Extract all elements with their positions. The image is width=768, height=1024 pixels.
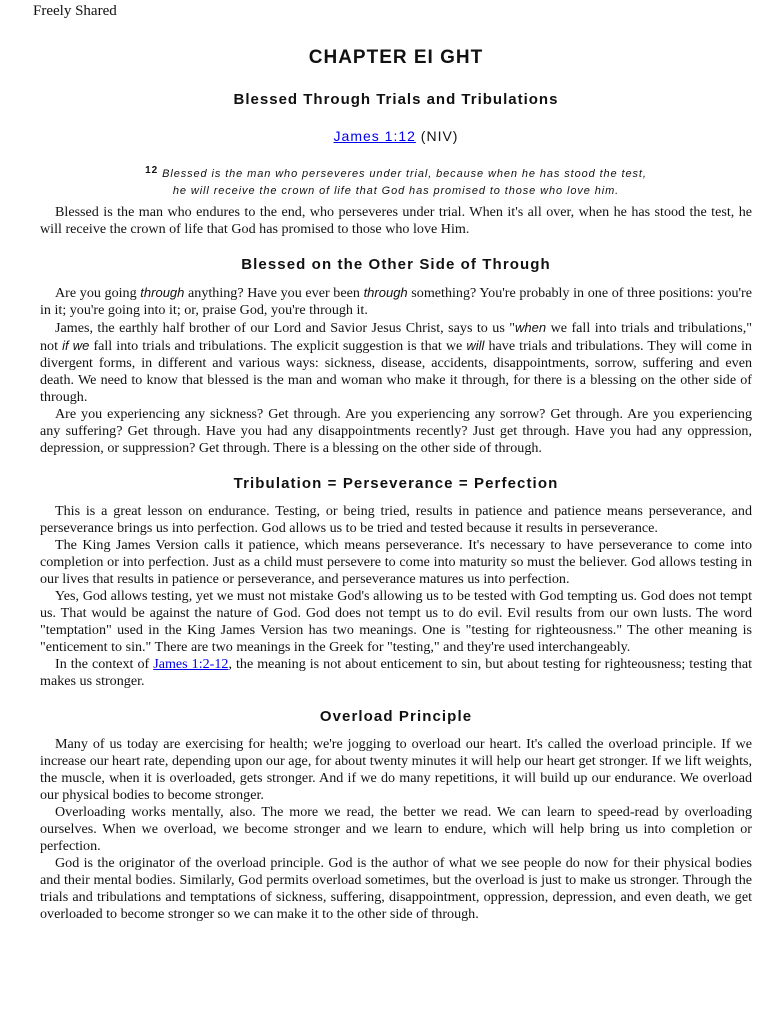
james-passage-link[interactable]: James 1:2-12 (153, 656, 229, 672)
section-heading-through: Blessed on the Other Side of Through (241, 256, 551, 273)
paragraph-through-3: Are you experiencing any sickness? Get through. Are you experiencing any sorrow? Get through. Are you experiencing any suffering? Get through. Have you had any disappointments recently? Just get through. Have you had any oppression, depression, or suppression? Get through. There is a blessing on the other side of through. (40, 406, 752, 456)
paragraph-overload-2: Overloading works mentally, also. The more we read, the better we read. We can learn to speed-read by overloading ourselves. When we overload, we become stronger and we learn to endure, which will help bring us into completion or perfection. (40, 804, 752, 854)
page-content (40, 46, 752, 923)
running-header: Freely Shared (33, 3, 117, 19)
verse-line-2: he will receive the crown of life that God has promised to those who love him. (172, 185, 620, 197)
paragraph-overload-1: Many of us today are exercising for health; we're jogging to overload our heart. It's called the overload principle. If we increase our heart rate, depending upon our age, for about twenty minutes it will help our heart get stronger. If we lift weights, the muscle, when it is overloaded, gets stronger. And if we do many repetitions, it will build up our endurance. We overload our physical bodies to become stronger. (40, 736, 752, 803)
verse-text-1: Blessed is the man who perseveres under trial, because when he has stood the test, (162, 168, 647, 180)
chapter-title: CHAPTER EI GHT (308, 47, 484, 68)
scripture-version: (NIV) (415, 128, 459, 144)
chapter-subtitle: Blessed Through Trials and Tribulations (233, 91, 559, 108)
paragraph-tribulation-3: Yes, God allows testing, yet we must not mistake God's allowing us to be tested with God tempting us. God does not tempt us. That would be against the nature of God. God does not tempt us to do evil. Evil results from our own lusts. The word "temptation" used in the King James Version has two meanings. One is "testing for righteousness." The other meaning is "enticement to sin." There are two meanings in the Greek for "testing," and they're used interchangeably. (40, 588, 752, 655)
paragraph-through-2: James, the earthly half brother of our Lord and Savior Jesus Christ, says to us "when we fall into trials and tribulations," not if we fall into trials and tribulations. The explicit suggestion is that we will have trials and tribulations. They will come in divergent forms, in different and various ways: sickness, disease, accidents, disappointments, sorrow, suffering and even death. We need to know that blessed is the man and woman who make it through, for there is a blessing on the other side of through. (40, 320, 752, 405)
paragraph-overload-3: God is the originator of the overload principle. God is the author of what we see people do now for their physical bodies and their mental bodies. Similarly, God permits overload sometimes, but the overload is just to make us stronger. Through the trials and tribulations and temptations of sickness, suffering, disappointment, oppression, depression, and even death, we get overloaded to become stronger so we can make it to the other side of through. (40, 855, 752, 922)
paragraph-tribulation-2: The King James Version calls it patience, which means perseverance. It's necessary to have perseverance to come into completion or into perfection. Just as a child must persevere to come into maturity so must the believer. God allows testing in our lives that results in patience or perseverance, and perseverance matures us into perfection. (40, 537, 752, 587)
scripture-verse (40, 162, 752, 200)
paragraph-tribulation-1: This is a great lesson on endurance. Testing, or being tried, results in patience and patience means perseverance, and perseverance brings us into perfection. God allows us to be tried and tested because it results in perseverance. (40, 503, 752, 536)
intro-paragraph: Blessed is the man who endures to the end, who perseveres under trial. When it's all over, when he has stood the test, he will receive the crown of life that God has promised to those who love Him. (40, 204, 752, 237)
verse-line-1 (40, 162, 752, 183)
scripture-reference (40, 127, 752, 145)
section-heading-tribulation: Tribulation = Perseverance = Perfection (233, 475, 559, 492)
verse-number: 12 (145, 165, 159, 176)
section-heading-overload: Overload Principle (319, 708, 473, 725)
paragraph-tribulation-4: In the context of James 1:2-12, the meaning is not about enticement to sin, but about testing for righteousness; testing that makes us stronger. (40, 656, 753, 689)
scripture-link[interactable]: James 1:12 (333, 128, 416, 144)
paragraph-through-1: Are you going through anything? Have you ever been through something? You're probably in one of three positions: you're in it; you're going into it; or, praise God, you're through it. (40, 285, 752, 318)
